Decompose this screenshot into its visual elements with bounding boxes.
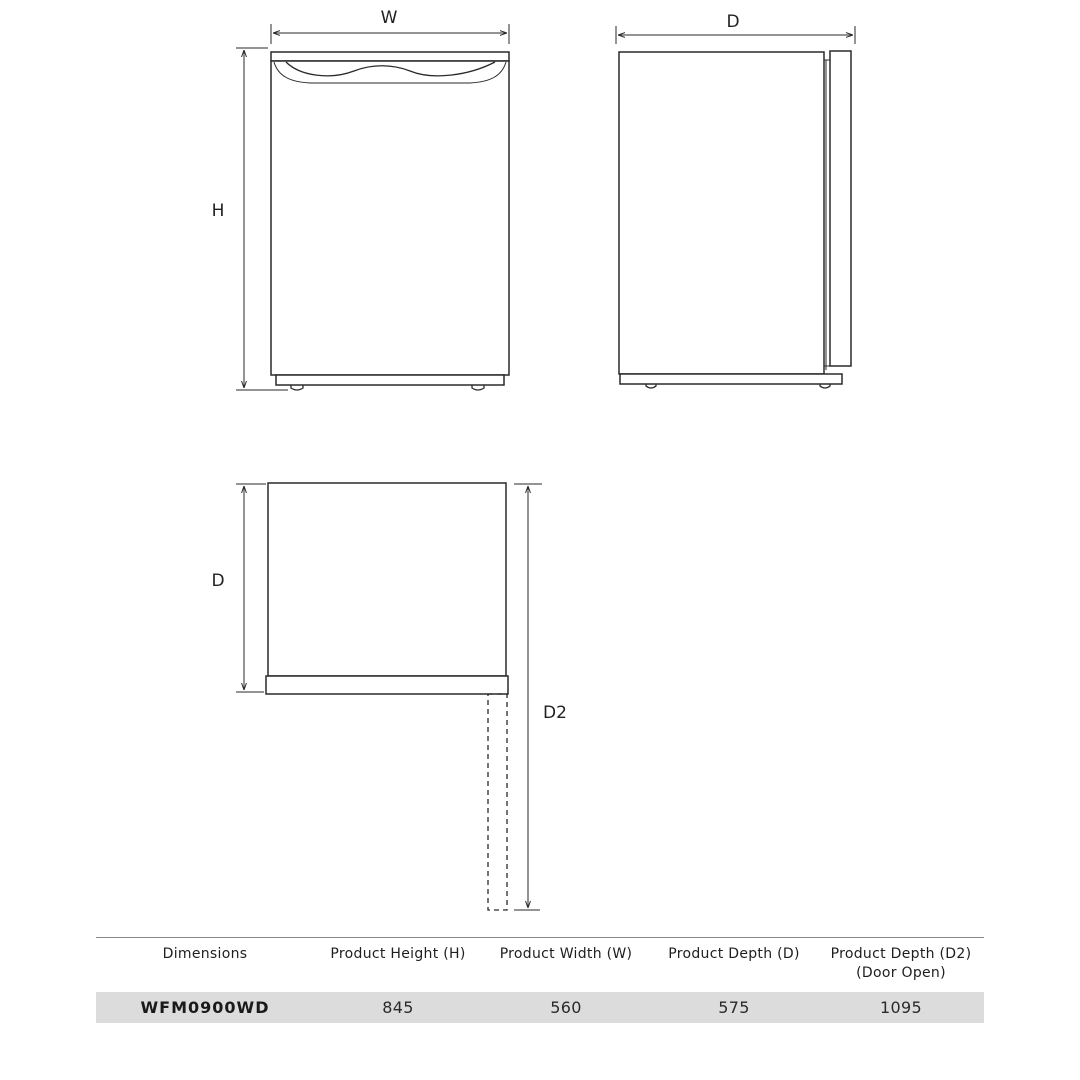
table-header [96,938,984,993]
door-edge [830,51,851,366]
cabinet-side [619,52,824,374]
top-depth-label: D [211,571,225,591]
side-depth-dimension [616,12,855,44]
base-plinth [276,375,504,385]
door-open-depth-label: D2 [543,703,567,723]
width-cell: 560 [550,998,582,1017]
front-view [212,8,509,390]
dimensions-table [96,937,984,1023]
depth-open-cell: 1095 [880,998,922,1017]
cabinet-top [268,483,506,676]
header-depth-open-subtitle: (Door Open) [856,965,946,981]
top-view [211,483,567,910]
top-panel [271,52,509,61]
door-front [271,61,509,375]
header-height: Product Height (H) [330,946,466,962]
header-depth: Product Depth (D) [668,946,800,962]
height-cell: 845 [382,998,414,1017]
side-base [620,374,842,384]
model-cell: WFM0900WD [140,998,270,1017]
side-view [616,12,855,388]
door-closed [266,676,508,694]
width-dimension [271,8,509,44]
header-depth-open-title: Product Depth (D2) [830,946,972,962]
top-depth-dimension [211,484,266,692]
header-depth-open [818,938,984,993]
side-depth-label: D [726,12,740,32]
door-open-outline [488,694,507,910]
width-label: W [380,8,398,28]
door-open-depth-dimension [514,484,567,910]
height-label: H [211,201,225,221]
header-width: Product Width (W) [499,946,633,962]
header-dimensions: Dimensions [162,946,248,962]
header-row [96,938,984,993]
table-row [96,992,984,1023]
depth-cell: 575 [718,998,750,1017]
